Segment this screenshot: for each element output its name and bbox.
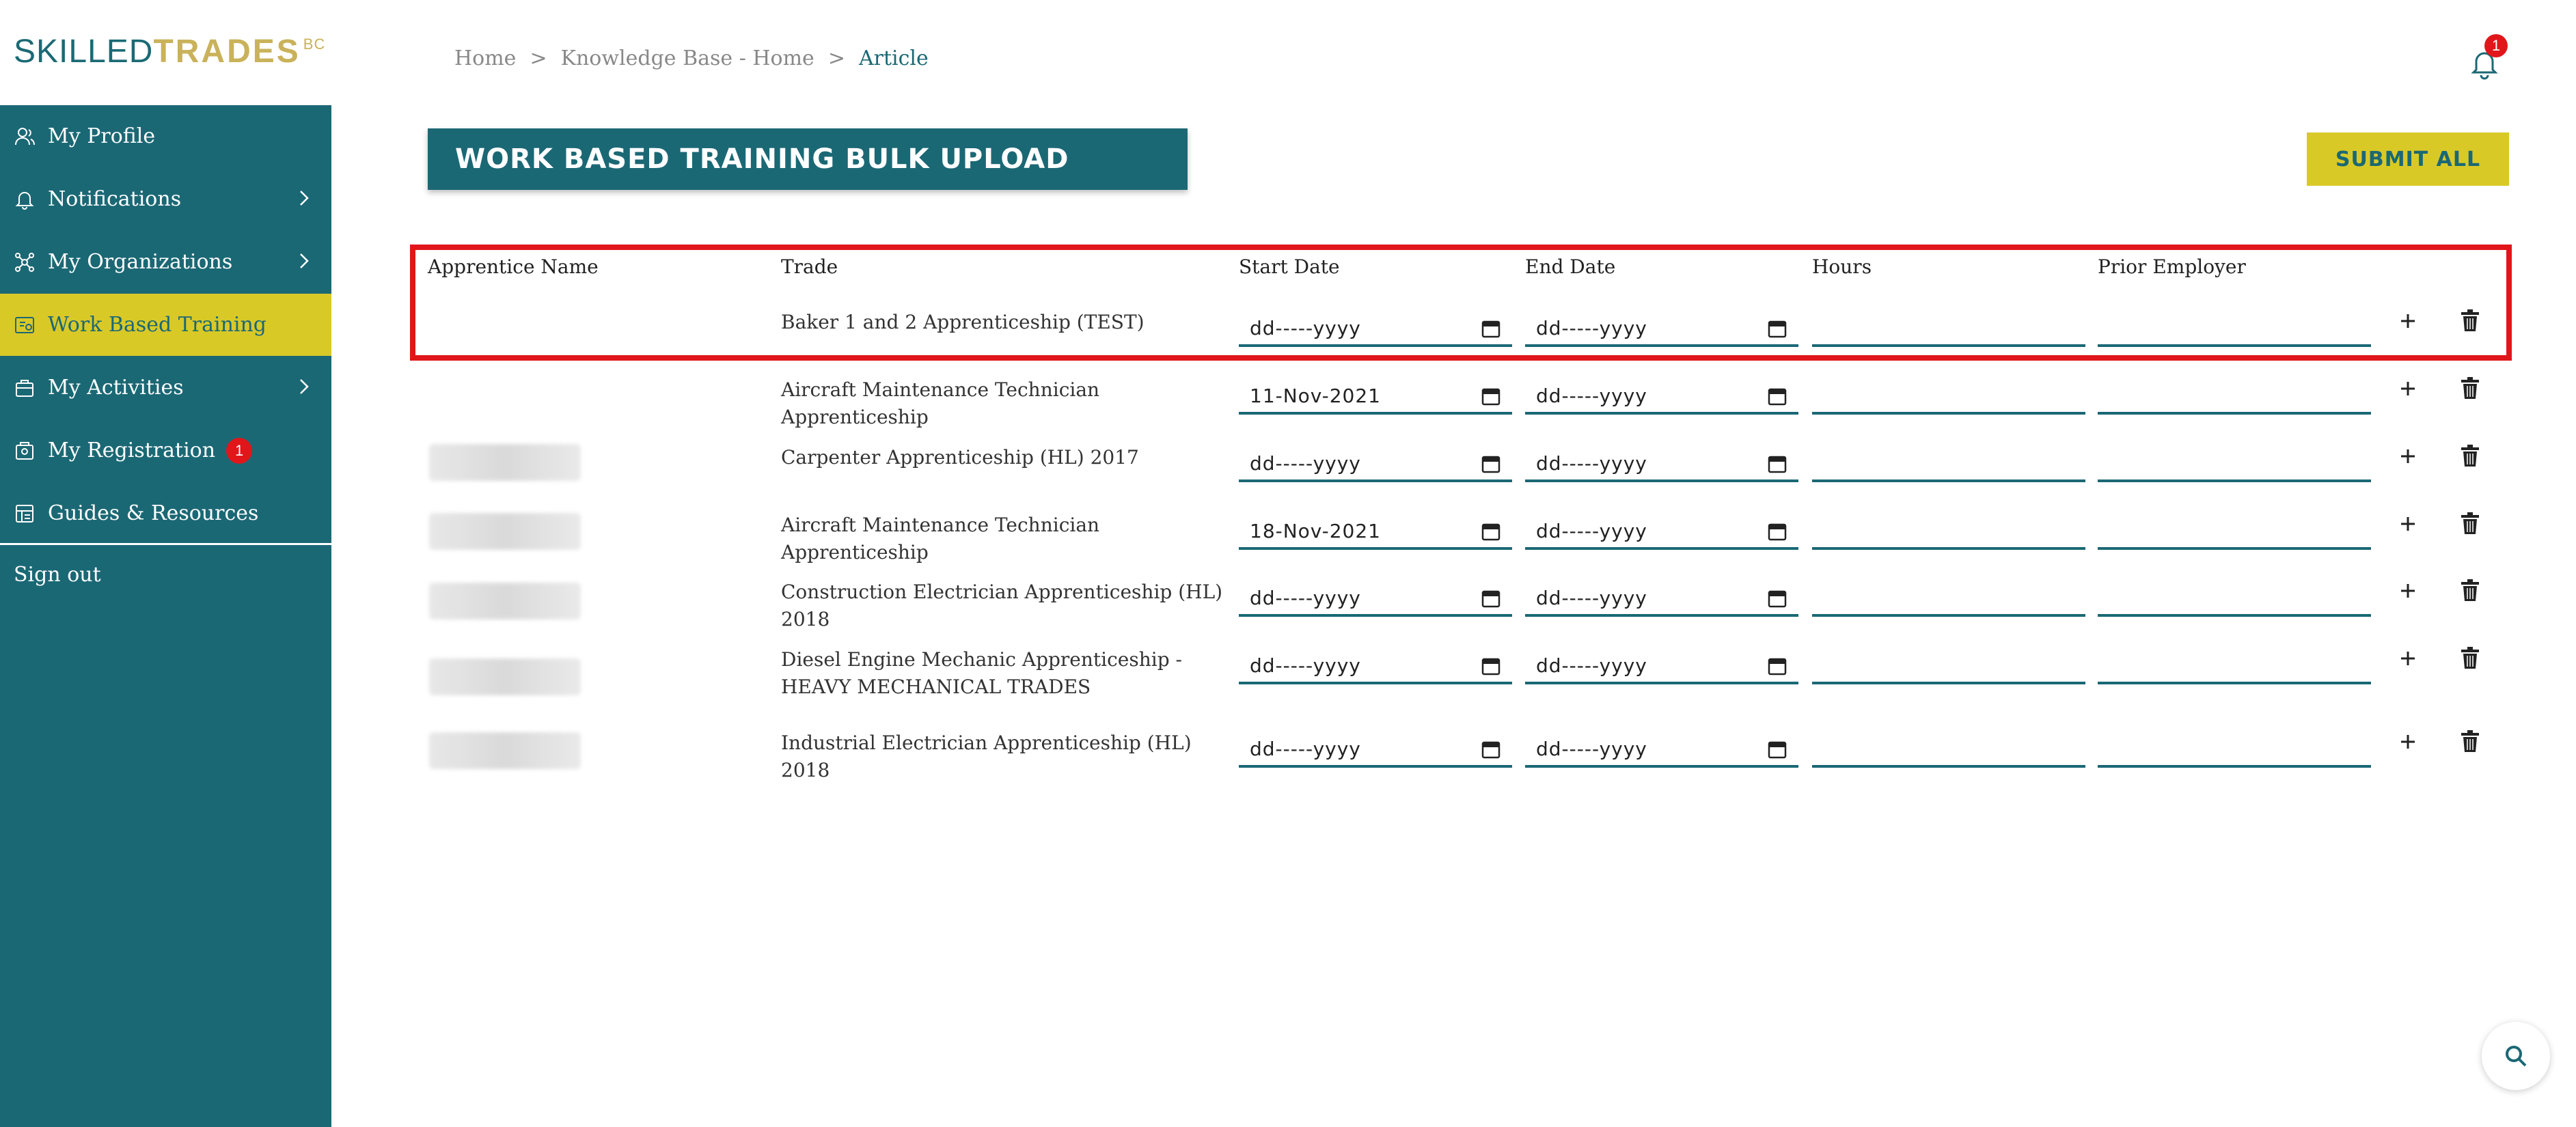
trash-icon[interactable] — [2458, 646, 2482, 671]
sidebar-item-guides-resources[interactable] — [0, 482, 331, 544]
trade-cell: Industrial Electrician Apprenticeship (HL) 2018 — [781, 732, 1192, 781]
end-date-value: dd-----yyyy — [1536, 654, 1647, 677]
calendar-icon[interactable] — [1481, 386, 1501, 406]
start-date-value: dd-----yyyy — [1250, 738, 1361, 760]
hours-input[interactable] — [1812, 380, 2085, 415]
start-date-value: dd-----yyyy — [1250, 317, 1361, 339]
sidebar-item-label: Notifications — [48, 187, 182, 211]
hours-input[interactable] — [1812, 516, 2085, 550]
start-date-value: 11-Nov-2021 — [1250, 385, 1381, 407]
training-icon — [14, 314, 36, 336]
sidebar-item-my-activities[interactable] — [0, 357, 331, 419]
user-icon — [14, 126, 36, 148]
column-header-hours: Hours — [1812, 255, 1872, 278]
logo-text-skilled: SKILLED — [14, 33, 154, 70]
hours-input[interactable] — [1812, 650, 2085, 684]
column-header-apprentice-name: Apprentice Name — [428, 255, 599, 278]
end-date-value: dd-----yyyy — [1536, 587, 1647, 609]
registration-count-badge: 1 — [226, 438, 252, 464]
start-date-input[interactable] — [1239, 313, 1512, 347]
end-date-value: dd-----yyyy — [1536, 452, 1647, 475]
end-date-value: dd-----yyyy — [1536, 520, 1647, 542]
search-button[interactable] — [2482, 1022, 2550, 1090]
trade-cell: Carpenter Apprenticeship (HL) 2017 — [781, 446, 1139, 469]
logo-text-trades: TRADES — [153, 33, 301, 70]
redacted-apprentice-name — [429, 444, 581, 481]
hours-input[interactable] — [1812, 734, 2085, 768]
guides-icon — [14, 503, 36, 525]
start-date-input[interactable] — [1239, 380, 1512, 415]
column-header-prior-employer: Prior Employer — [2098, 255, 2246, 278]
trade-cell: Aircraft Maintenance Technician Apprenticeship — [781, 378, 1100, 428]
hours-input[interactable] — [1812, 583, 2085, 617]
breadcrumb-current: Article — [858, 46, 929, 70]
redacted-apprentice-name — [429, 513, 581, 550]
end-date-input[interactable] — [1525, 734, 1798, 768]
redacted-apprentice-name — [429, 658, 581, 695]
trash-icon[interactable] — [2458, 729, 2482, 754]
activities-icon — [14, 377, 36, 399]
logo-text-bc: BC — [303, 36, 326, 53]
start-date-input[interactable] — [1239, 650, 1512, 684]
trash-icon[interactable] — [2458, 376, 2482, 401]
start-date-input[interactable] — [1239, 734, 1512, 768]
notification-count-badge: 1 — [2484, 34, 2508, 57]
trash-icon[interactable] — [2458, 309, 2482, 333]
breadcrumb-separator: > — [827, 46, 845, 70]
calendar-icon[interactable] — [1767, 588, 1787, 609]
prior-employer-input[interactable] — [2098, 650, 2371, 684]
logo-area — [0, 0, 331, 105]
add-row-icon[interactable] — [2396, 579, 2420, 603]
end-date-input[interactable] — [1525, 313, 1798, 347]
breadcrumb — [454, 46, 929, 70]
calendar-icon[interactable] — [1767, 454, 1787, 474]
sidebar-item-label: Work Based Training — [48, 313, 267, 337]
add-row-icon[interactable] — [2396, 729, 2420, 754]
end-date-value: dd-----yyyy — [1536, 317, 1647, 339]
calendar-icon[interactable] — [1481, 739, 1501, 760]
sidebar — [0, 105, 331, 1127]
sidebar-item-label: My Organizations — [48, 250, 233, 274]
breadcrumb-separator: > — [530, 46, 547, 70]
calendar-icon[interactable] — [1767, 739, 1787, 760]
end-date-input[interactable] — [1525, 583, 1798, 617]
start-date-value: dd-----yyyy — [1250, 654, 1361, 677]
calendar-icon[interactable] — [1481, 318, 1501, 339]
breadcrumb-knowledge-base[interactable]: Knowledge Base - Home — [560, 46, 814, 70]
column-header-trade: Trade — [781, 255, 838, 278]
sidebar-item-my-registration[interactable] — [0, 419, 331, 482]
page-title: WORK BASED TRAINING BULK UPLOAD — [428, 128, 1188, 190]
calendar-icon[interactable] — [1481, 521, 1501, 542]
trash-icon[interactable] — [2458, 579, 2482, 603]
trash-icon[interactable] — [2458, 512, 2482, 536]
bell-icon — [14, 189, 36, 210]
end-date-input[interactable] — [1525, 380, 1798, 415]
sidebar-divider — [0, 543, 331, 545]
redacted-apprentice-name — [429, 732, 581, 769]
start-date-value: dd-----yyyy — [1250, 452, 1361, 475]
add-row-icon[interactable] — [2396, 309, 2420, 333]
calendar-icon[interactable] — [1767, 386, 1787, 406]
redacted-apprentice-name — [429, 583, 581, 620]
submit-all-button[interactable]: SUBMIT ALL — [2307, 133, 2509, 186]
chevron-right-icon — [293, 187, 315, 209]
add-row-icon[interactable] — [2396, 512, 2420, 536]
trash-icon[interactable] — [2458, 444, 2482, 469]
sidebar-item-work-based-training[interactable] — [0, 294, 331, 356]
sidebar-item-label: My Activities — [48, 376, 184, 400]
network-icon — [14, 251, 36, 273]
hours-input[interactable] — [1812, 448, 2085, 482]
add-row-icon[interactable] — [2396, 646, 2420, 671]
sign-out-link[interactable]: Sign out — [14, 563, 101, 587]
start-date-input[interactable] — [1239, 583, 1512, 617]
end-date-value: dd-----yyyy — [1536, 738, 1647, 760]
breadcrumb-home[interactable]: Home — [454, 46, 517, 70]
sidebar-item-label: Guides & Resources — [48, 501, 259, 525]
sidebar-item-label: My Registration — [48, 439, 216, 462]
sidebar-item-my-organizations[interactable] — [0, 231, 331, 293]
start-date-value: 18-Nov-2021 — [1250, 520, 1381, 542]
prior-employer-input[interactable] — [2098, 734, 2371, 768]
column-header-end-date: End Date — [1525, 255, 1616, 278]
end-date-value: dd-----yyyy — [1536, 385, 1647, 407]
calendar-icon[interactable] — [1767, 656, 1787, 676]
add-row-icon[interactable] — [2396, 444, 2420, 469]
sidebar-item-notifications[interactable] — [0, 168, 331, 230]
start-date-input[interactable] — [1239, 516, 1512, 550]
start-date-input[interactable] — [1239, 448, 1512, 482]
trade-cell: Diesel Engine Mechanic Apprenticeship - HEAVY MECHANICAL TRADES — [781, 648, 1183, 698]
prior-employer-input[interactable] — [2098, 448, 2371, 482]
calendar-icon[interactable] — [1767, 318, 1787, 339]
sidebar-item-my-profile[interactable] — [0, 105, 331, 167]
end-date-input[interactable] — [1525, 448, 1798, 482]
calendar-icon[interactable] — [1481, 656, 1501, 676]
search-icon — [2502, 1042, 2530, 1070]
registration-icon — [14, 440, 36, 462]
prior-employer-input[interactable] — [2098, 380, 2371, 415]
calendar-icon[interactable] — [1481, 454, 1501, 474]
trade-cell: Construction Electrician Apprenticeship (HL) 2018 — [781, 581, 1223, 630]
hours-input[interactable] — [1812, 313, 2085, 347]
trade-cell: Aircraft Maintenance Technician Apprenticeship — [781, 514, 1100, 564]
calendar-icon[interactable] — [1481, 588, 1501, 609]
add-row-icon[interactable] — [2396, 376, 2420, 401]
skilledtrades-logo[interactable] — [14, 33, 325, 70]
trade-cell: Baker 1 and 2 Apprenticeship (TEST) — [781, 311, 1145, 333]
end-date-input[interactable] — [1525, 516, 1798, 550]
start-date-value: dd-----yyyy — [1250, 587, 1361, 609]
chevron-right-icon — [293, 376, 315, 398]
chevron-right-icon — [293, 250, 315, 272]
end-date-input[interactable] — [1525, 650, 1798, 684]
prior-employer-input[interactable] — [2098, 516, 2371, 550]
prior-employer-input[interactable] — [2098, 583, 2371, 617]
prior-employer-input[interactable] — [2098, 313, 2371, 347]
column-header-start-date: Start Date — [1239, 255, 1340, 278]
calendar-icon[interactable] — [1767, 521, 1787, 542]
sidebar-item-label: My Profile — [48, 124, 156, 148]
